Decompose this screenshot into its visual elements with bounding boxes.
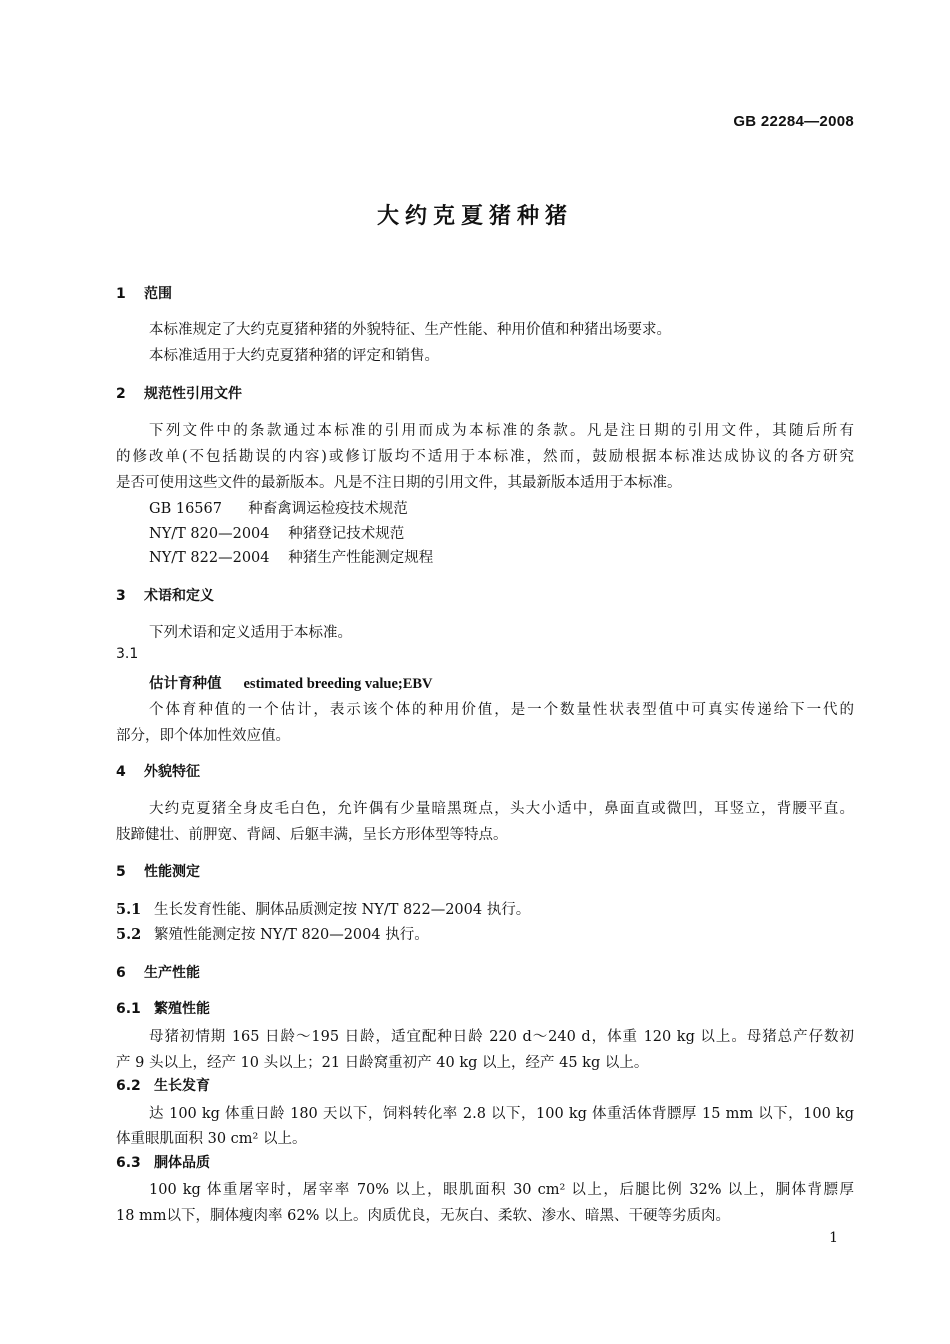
document-title: 大约克夏猪种猪	[376, 204, 573, 229]
subsection-title: 繁殖性能	[154, 1001, 210, 1017]
term-entry	[149, 672, 433, 693]
definition-line: 部分，即个体加性效应值。	[116, 728, 290, 744]
section-number: 1	[116, 286, 126, 302]
subsection-title: 胴体品质	[154, 1155, 210, 1171]
paragraph-line: 母猪初情期 165 日龄～195 日龄，适宜配种日龄 220 d～240 d，体重 120 kg 以上。母猪总产仔数初	[149, 1029, 854, 1045]
section-5-heading	[116, 861, 200, 881]
section-6-heading	[116, 962, 200, 982]
paragraph-line: 18 mm以下，胴体瘦肉率 62% 以上。肉质优良，无灰白、柔软、渗水、暗黑、干硬等劣质肉。	[116, 1208, 731, 1224]
section-title: 术语和定义	[144, 588, 214, 604]
section-title: 范围	[144, 286, 172, 302]
subsection-number: 6.2	[116, 1078, 141, 1094]
clause-number: 5.2	[116, 926, 142, 943]
section-title: 外貌特征	[144, 764, 200, 780]
section-3-heading	[116, 585, 214, 605]
subsection-6-3-heading	[116, 1152, 210, 1172]
reference-title: 种畜禽调运检疫技术规范	[248, 501, 408, 517]
term-english: estimated breeding value;EBV	[243, 676, 433, 692]
section-number: 6	[116, 965, 126, 981]
section-1-heading	[116, 283, 172, 303]
paragraph: 本标准规定了大约克夏猪种猪的外貌特征、生产性能、种用价值和种猪出场要求。	[149, 322, 671, 338]
reference-title: 种猪登记技术规范	[288, 526, 405, 542]
section-number: 3	[116, 588, 126, 604]
reference-code: NY/T 822—2004	[149, 550, 270, 566]
subsection-title: 生长发育	[154, 1078, 210, 1094]
paragraph-line: 下列文件中的条款通过本标准的引用而成为本标准的条款。凡是注日期的引用文件，其随后所有	[149, 423, 854, 439]
paragraph-line: 大约克夏猪全身皮毛白色，允许偶有少量暗黑斑点，头大小适中，鼻面直或微凹，耳竖立，背腰平直。	[149, 801, 854, 817]
subsection-number: 3.1	[116, 646, 139, 662]
paragraph-line: 是否可使用这些文件的最新版本。凡是不注日期的引用文件，其最新版本适用于本标准。	[116, 475, 682, 491]
section-number: 5	[116, 864, 126, 880]
subsection-number: 6.3	[116, 1155, 141, 1171]
section-number: 4	[116, 764, 126, 780]
section-number: 2	[116, 386, 126, 402]
clause-item	[116, 898, 530, 919]
section-2-heading	[116, 383, 242, 403]
paragraph-line: 肢蹄健壮、前胛宽、背阔、后躯丰满，呈长方形体型等特点。	[116, 827, 508, 843]
paragraph: 下列术语和定义适用于本标准。	[149, 625, 352, 641]
clause-item	[116, 923, 429, 944]
standard-number: GB 22284—2008	[733, 113, 854, 130]
subsection-number: 6.1	[116, 1001, 141, 1017]
term-chinese: 估计育种值	[149, 676, 222, 692]
clause-text: 生长发育性能、胴体品质测定按 NY/T 822—2004 执行。	[154, 902, 531, 918]
reference-code: GB 16567	[149, 501, 222, 517]
clause-text: 繁殖性能测定按 NY/T 820—2004 执行。	[154, 927, 429, 943]
reference-title: 种猪生产性能测定规程	[288, 550, 434, 566]
section-title: 生产性能	[144, 965, 200, 981]
paragraph-line: 产 9 头以上，经产 10 头以上；21 日龄窝重初产 40 kg 以上，经产 45 kg 以上。	[116, 1055, 649, 1071]
section-title: 规范性引用文件	[144, 386, 242, 402]
subsection-6-1-heading	[116, 998, 210, 1018]
section-title: 性能测定	[144, 864, 200, 880]
paragraph-line: 100 kg 体重屠宰时，屠宰率 70% 以上，眼肌面积 30 cm² 以上，后腿比例 32% 以上，胴体背膘厚	[149, 1182, 854, 1198]
reference-item	[149, 546, 433, 567]
section-4-heading	[116, 761, 200, 781]
paragraph-line: 体重眼肌面积 30 cm² 以上。	[116, 1131, 307, 1147]
paragraph: 本标准适用于大约克夏猪种猪的评定和销售。	[149, 348, 439, 364]
paragraph-line: 达 100 kg 体重日龄 180 天以下，饲料转化率 2.8 以下，100 kg 体重活体背膘厚 15 mm 以下，100 kg	[149, 1106, 854, 1122]
reference-item	[149, 522, 404, 543]
page-number: 1	[829, 1230, 838, 1246]
subsection-6-2-heading	[116, 1075, 210, 1095]
definition-line: 个体育种值的一个估计，表示该个体的种用价值，是一个数量性状表型值中可真实传递给下一代的	[149, 702, 854, 718]
reference-item	[149, 497, 408, 518]
clause-number: 5.1	[116, 901, 142, 918]
reference-code: NY/T 820—2004	[149, 526, 270, 542]
paragraph-line: 的修改单(不包括勘误的内容)或修订版均不适用于本标准，然而，鼓励根据本标准达成协议的各方研究	[116, 449, 854, 465]
